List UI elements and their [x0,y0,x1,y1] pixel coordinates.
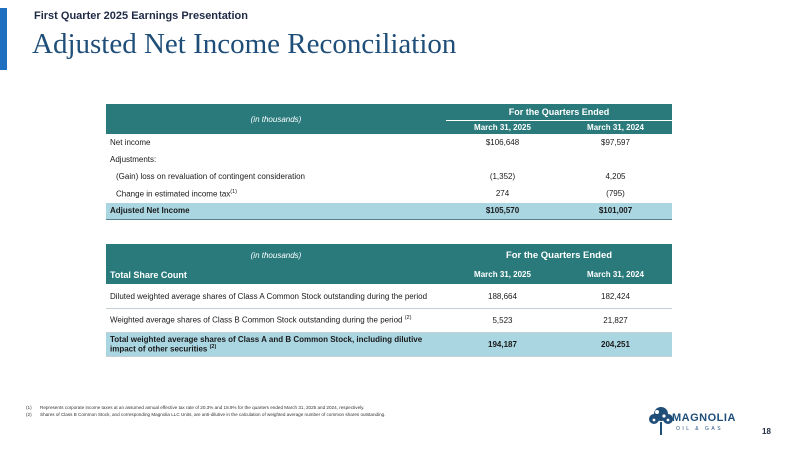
footnotes [26,404,385,418]
footnote-ref: (1) [230,188,238,195]
adjusted-net-income-table [106,104,672,220]
row-label: Weighted average shares of Class B Common Stock outstanding during the period $^{(2)}$ [106,308,446,332]
cell-value: $101,007 [559,202,672,219]
cell-value: 194,187 [446,332,559,356]
cell-value: 5,523 [446,308,559,332]
footnote-ref: (2) [209,343,217,350]
table-row [106,168,672,185]
row-label: Diluted weighted average shares of Class A Common Stock outstanding during the period [106,284,446,308]
row-label: Change in estimated income tax$^{(1)}$ [106,185,446,202]
column-header: March 31, 2025 [446,266,559,284]
row-label: (Gain) loss on revaluation of contingent consideration [106,168,446,185]
cell-value: 4,205 [559,168,672,185]
cell-value: (795) [559,185,672,202]
footnote: (2) Shares of Class B Common Stock, and corresponding Magnolia LLC Units, are anti-dilutive in the calculation of weighted average number of common shares outstanding. [26,412,386,417]
total-row [106,202,672,219]
period-header: For the Quarters Ended [446,244,672,266]
footnote-ref: (2) [404,315,412,322]
cell-value: $105,570 [446,202,559,219]
row-label: Total weighted average shares of Class A and B Common Stock, including dilutive impact of other securities $^{(2)}$ [106,332,446,356]
column-header: March 31, 2024 [559,266,672,284]
cell-value: (1,352) [446,168,559,185]
unit-label: (in thousands) [106,104,446,134]
magnolia-tree-icon [648,406,674,436]
column-header: March 31, 2025 [446,120,559,134]
table-row [106,308,672,332]
cell-value: $97,597 [559,134,672,151]
period-header: For the Quarters Ended [446,104,672,120]
cell-value: 204,251 [559,332,672,356]
total-row [106,332,672,356]
cell-value: 182,424 [559,284,672,308]
cell-value: $106,648 [446,134,559,151]
footnote: (1) Represents corporate income taxes at an assumed annual effective tax rate of 20.3% and 18.9% for the quarters ended March 31, 2025 and 2024, respectively. [26,405,365,410]
unit-label: (in thousands) [106,244,446,266]
page-number: 18 [762,427,771,436]
table-row [106,284,672,308]
logo-subtext: OIL & GAS [676,426,724,432]
page-title: Adjusted Net Income Reconciliation [32,28,457,60]
share-count-table [106,244,672,357]
table-row [106,134,672,151]
row-label: Adjustments: [106,151,446,168]
accent-bar [0,8,7,70]
company-logo [648,404,746,440]
cell-value: 274 [446,185,559,202]
cell-value: 188,664 [446,284,559,308]
row-label: Net income [106,134,446,151]
table-row [106,185,672,202]
cell-value: 21,827 [559,308,672,332]
column-header: March 31, 2024 [559,120,672,134]
table-row [106,151,672,168]
section-label: Total Share Count [106,266,446,284]
logo-wordmark: MAGNOLIA [672,412,736,424]
presentation-subtitle: First Quarter 2025 Earnings Presentation [34,10,248,22]
row-label: Adjusted Net Income [106,202,446,219]
